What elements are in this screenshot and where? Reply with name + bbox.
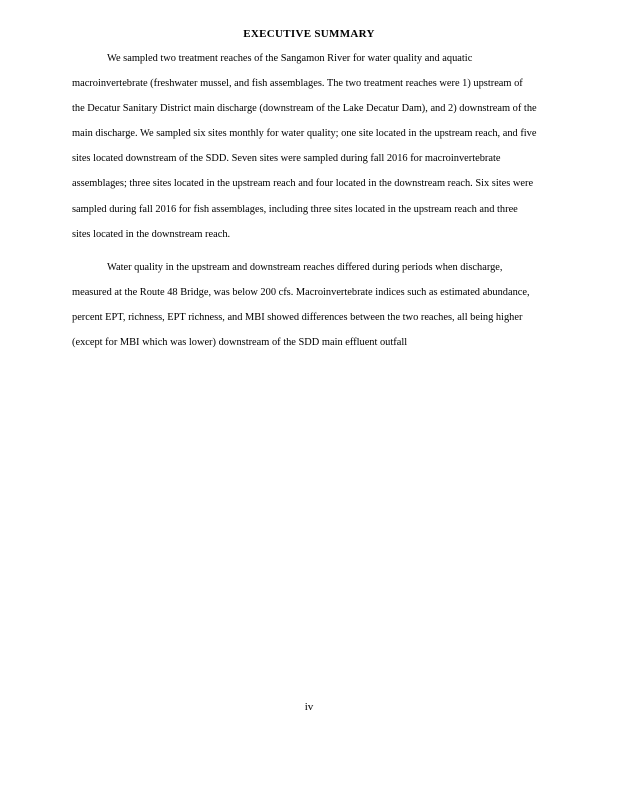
paragraph-1: We sampled two treatment reaches of the Sangamon River for water quality and aquatic macroinvertebrate (freshwater mussel, and fish assemblages. The two treatment reaches were 1) upstream of the Decatur Sanitary District main discharge (downstream of the Lake Decatur Dam), and 2) downstream of the main discharge. We sampled six sites monthly for water quality; one site located in the upstream reach, and five sites located downstream of the SDD. Seven sites were sampled during fall 2016 for macroinvertebrate assemblages; three sites located in the upstream reach and four located in the downstream reach. Six sites were sampled during fall 2016 for fish assemblages, including three sites located in the upstream reach and three sites located in the downstream reach. bbox=[72, 53, 537, 240]
paragraph-2: Water quality in the upstream and downstream reaches differed during periods when discharge, measured at the Route 48 Bridge, was below 200 cfs. Macroinvertebrate indices such as estimated abundance, percent EPT, richness, EPT richness, and MBI showed differences between the two reaches, all being higher (except for MBI which was lower) downstream of the SDD main effluent outfall bbox=[72, 261, 530, 349]
page-number: iv bbox=[304, 701, 314, 713]
page-title: EXECUTIVE SUMMARY bbox=[243, 28, 375, 40]
body-text bbox=[72, 46, 538, 355]
